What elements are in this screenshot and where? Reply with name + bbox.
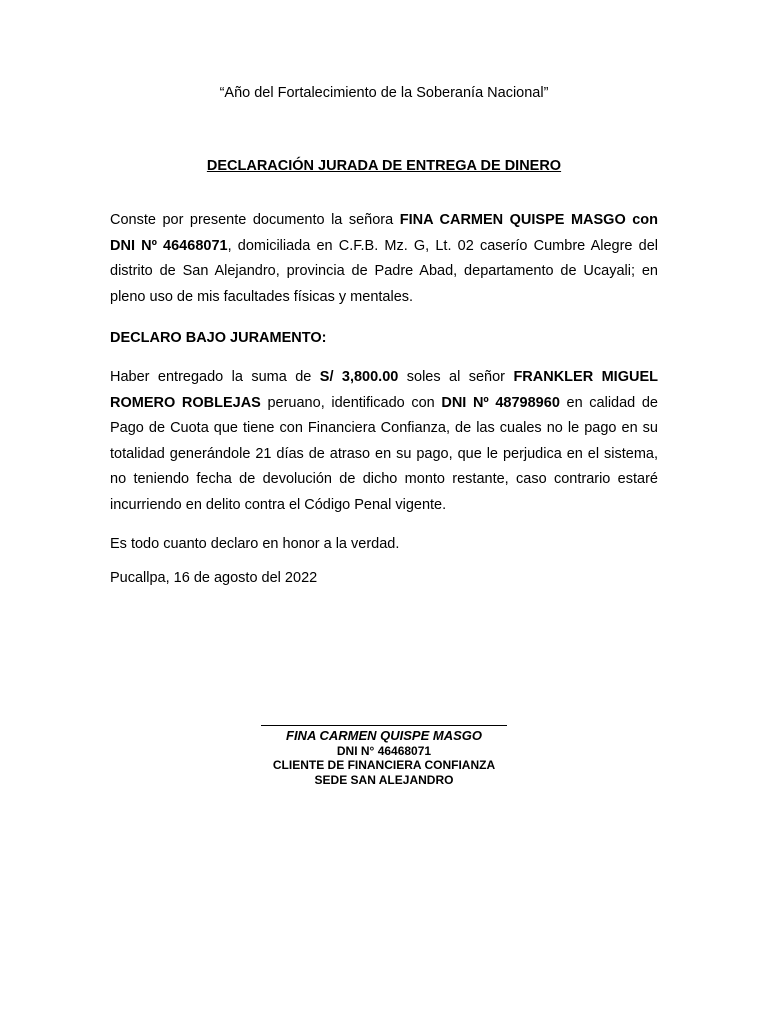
declaration-paragraph	[110, 365, 658, 518]
paragraph2-text-1: Haber entregado la suma de	[110, 369, 320, 385]
signature-block	[261, 725, 507, 787]
signature-name: FINA CARMEN QUISPE MASGO	[286, 728, 482, 743]
paragraph2-text-2: soles al señor	[398, 369, 514, 385]
paragraph2-text-4: en calidad de Pago de Cuota que tiene con Financiera Confianza, de las cuales no le pago en su totalidad generándole 21 días de atraso en su pago, que le perjudica en el sistema, no teniendo fecha de devolución de dicho monto restante, caso contrario estaré incurriendo en delito contra el Código Penal vigente.	[110, 394, 658, 513]
paragraph1-text-1: Conste por presente documento la señora	[110, 212, 400, 228]
paragraph1-text-2: , domiciliada en C.F.B. Mz. G, Lt. 02 caserío Cumbre Alegre del distrito de San Alejandro, provincia de Padre Abad, departamento de Ucayali; en pleno uso de mis facultades físicas y mentales.	[110, 237, 659, 305]
signature-branch: SEDE SAN ALEJANDRO	[314, 772, 454, 787]
year-motto: “Año del Fortalecimiento de la Soberanía Nacional”	[219, 85, 549, 101]
signature-dni: DNI N° 46468071	[336, 743, 432, 758]
closing-statement: Es todo cuanto declaro en honor a la verdad.	[110, 536, 400, 552]
signature-role: CLIENTE DE FINANCIERA CONFIANZA	[272, 758, 496, 772]
document-title: DECLARACIÓN JURADA DE ENTREGA DE DINERO	[206, 158, 562, 174]
declarant-paragraph	[110, 208, 658, 310]
recipient-name: FRANKLER MIGUEL ROMERO ROBLEJAS	[110, 369, 658, 411]
amount: S/ 3,800.00	[319, 369, 399, 385]
declarant-name-dni: FINA CARMEN QUISPE MASGO con DNI Nº 46468071	[110, 212, 659, 254]
paragraph2-text-3: peruano, identificado con	[260, 394, 442, 411]
recipient-dni: DNI Nº 48798960	[441, 394, 560, 411]
oath-heading: DECLARO BAJO JURAMENTO:	[110, 330, 327, 346]
place-date: Pucallpa, 16 de agosto del 2022	[110, 570, 318, 586]
